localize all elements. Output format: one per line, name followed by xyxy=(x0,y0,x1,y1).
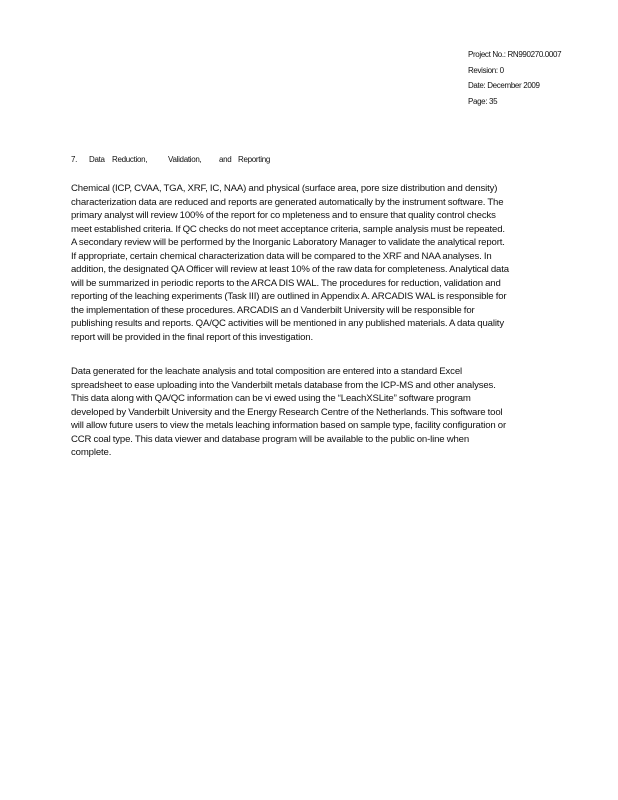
paragraph-line: complete. xyxy=(71,447,112,459)
paragraph-line: developed by Vanderbilt University and the Energy Research Centre of the Netherlands. This software tool xyxy=(71,406,503,418)
paragraph-data-management xyxy=(71,365,543,460)
paragraph-line: CCR coal type. This data viewer and database program will be available to the public on-line when xyxy=(71,433,470,445)
section-heading xyxy=(71,155,270,164)
section-number: 7. xyxy=(71,155,78,164)
paragraph-line: meet established criteria. If QC checks do not meet acceptance criteria, sample analysis must be repeated. xyxy=(71,223,505,235)
project-number: Project No.: RN990270.0007 xyxy=(468,50,562,59)
paragraph-line: the implementation of these procedures. ARCADIS an d Vanderbilt University will be responsible for xyxy=(71,304,475,316)
paragraph-line: Chemical (ICP, CVAA, TGA, XRF, IC, NAA) and physical (surface area, pore size distribution and density) xyxy=(71,183,498,194)
paragraph-line: publishing results and reports. QA/QC activities will be mentioned in any published materials. A data quality xyxy=(71,318,504,330)
paragraph-line: This data along with QA/QC information can be vi ewed using the “LeachXSLite” software program xyxy=(71,393,471,405)
document-date: Date: December 2009 xyxy=(468,81,540,90)
paragraph-line: will allow future users to view the metals leaching information based on sample type, facility configuration or xyxy=(71,420,507,432)
paragraph-line: reporting of the leaching experiments (Task III) are outlined in Appendix A. ARCADIS WAL is responsible for xyxy=(71,291,507,303)
revision-number: Revision: 0 xyxy=(468,65,504,75)
paragraph-line: will be summarized in periodic reports to the ARCA DIS WAL. The procedures for reduction, validation and xyxy=(71,277,501,289)
paragraph-line: Data generated for the leachate analysis and total composition are entered into a standard Excel xyxy=(71,366,462,377)
paragraph-line: A secondary review will be performed by the Inorganic Laboratory Manager to validate the analytical report. xyxy=(71,237,505,249)
section-title-word: Reduction, xyxy=(112,155,148,164)
paragraph-line: spreadsheet to ease uploading into the Vanderbilt metals database from the ICP-MS and other analyses. xyxy=(71,379,496,391)
paragraph-line: addition, the designated QA Officer will review at least 10% of the raw data for completeness. Analytical data xyxy=(71,264,509,276)
section-title-word: and xyxy=(219,155,232,164)
paragraph-line: characterization data are reduced and reports are generated automatically by the instrument software. The xyxy=(71,196,504,208)
paragraph-line: primary analyst will review 100% of the report for co mpleteness and to ensure that quality control checks xyxy=(71,210,496,222)
paragraph-line: report will be provided in the final report of this investigation. xyxy=(71,332,314,344)
section-title-word: Validation, xyxy=(168,155,202,164)
section-title-word: Data xyxy=(89,155,105,164)
paragraph-line: If appropriate, certain chemical characterization data will be compared to the XRF and NAA analyses. In xyxy=(71,250,492,262)
page-number: Page: 35 xyxy=(468,96,498,106)
document-header xyxy=(468,47,613,109)
section-title-word: Reporting xyxy=(238,155,270,164)
paragraph-data-reduction xyxy=(71,182,543,345)
